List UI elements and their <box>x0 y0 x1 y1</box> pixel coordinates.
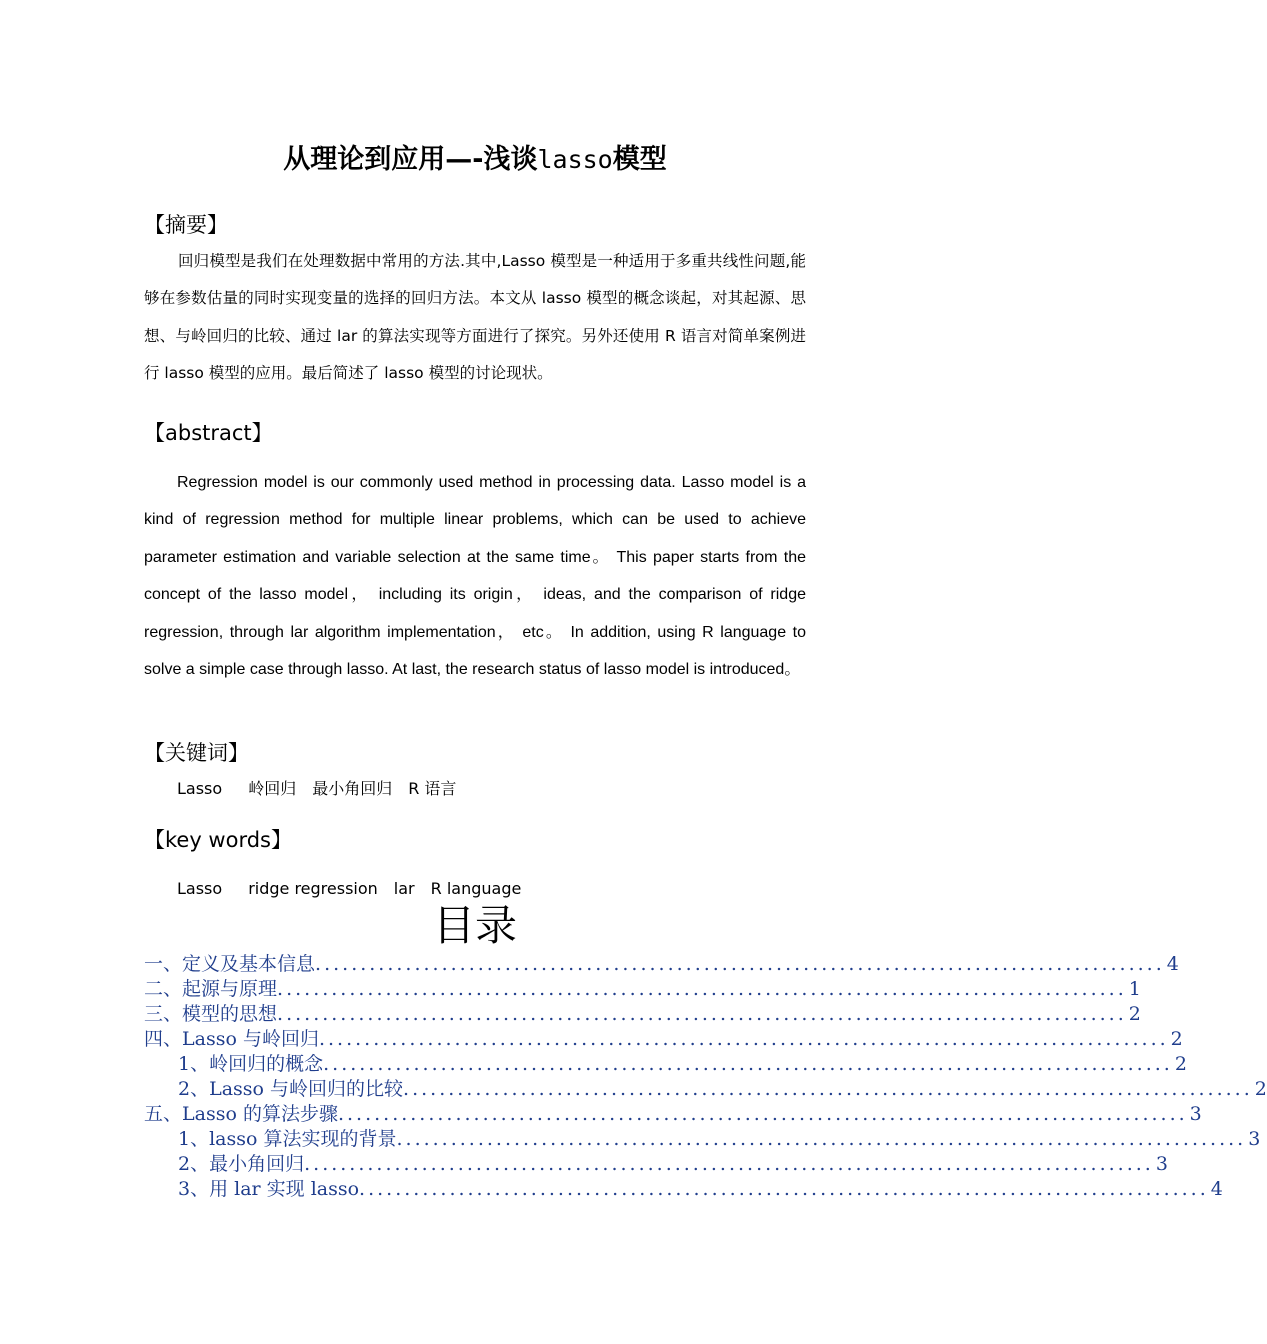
toc-subentry[interactable] <box>144 1127 1261 1152</box>
toc-dot-leader: .............................................................................................. <box>403 1078 1253 1100</box>
toc-entry-number: 1、 <box>178 1053 210 1075</box>
toc-dot-leader: .............................................................................................. <box>304 1153 1154 1175</box>
toc-entry[interactable] <box>144 952 1179 977</box>
toc-title: 目录 <box>432 901 517 950</box>
toc-dot-leader: .............................................................................................. <box>359 1178 1209 1200</box>
toc-entry-page: 4 <box>1166 953 1179 975</box>
toc-entry-label: 定义及基本信息 <box>182 953 316 975</box>
toc-entry[interactable] <box>144 1002 1141 1027</box>
toc-subentry[interactable] <box>144 1152 1168 1177</box>
abstract-cn-heading: 【摘要】 <box>144 213 228 237</box>
keyword-en-item: R language <box>430 879 522 898</box>
toc-entry-page: 2 <box>1174 1053 1187 1075</box>
toc-entry-page: 4 <box>1210 1178 1223 1200</box>
keywords-en-heading: 【key words】 <box>144 828 292 852</box>
toc-entry-label: 最小角回归 <box>209 1153 305 1175</box>
toc-subentry[interactable] <box>144 1077 1267 1102</box>
toc-dot-leader: .............................................................................................. <box>318 1028 1169 1050</box>
toc-entry-label: Lasso 与岭回归 <box>182 1028 319 1050</box>
keywords-cn-heading: 【关键词】 <box>144 741 249 765</box>
toc-dot-leader: .............................................................................................. <box>337 1103 1188 1125</box>
toc-entry[interactable] <box>144 1102 1202 1127</box>
toc-entry-page: 3 <box>1189 1103 1202 1125</box>
keyword-en-item: ridge regression <box>248 879 378 898</box>
toc-entry-page: 3 <box>1155 1153 1168 1175</box>
toc-entry-number: 1、 <box>178 1128 210 1150</box>
toc-subentry[interactable] <box>144 1052 1187 1077</box>
toc-entry[interactable] <box>144 977 1141 1002</box>
toc-dot-leader: .............................................................................................. <box>396 1128 1247 1150</box>
toc-entry-number: 2、 <box>178 1078 210 1100</box>
keyword-cn-item: 岭回归 <box>248 779 297 798</box>
toc-entry[interactable] <box>144 1027 1183 1052</box>
toc-entry-page: 2 <box>1254 1078 1267 1100</box>
toc-entry-page: 2 <box>1128 1003 1141 1025</box>
toc-entry-number: 一、 <box>144 953 183 975</box>
toc-entry-number: 2、 <box>178 1153 210 1175</box>
toc-entry-label: Lasso 的算法步骤 <box>182 1103 338 1125</box>
toc-dot-leader: .............................................................................................. <box>277 978 1127 1000</box>
keyword-en-item: lar <box>393 879 415 898</box>
title-main: 从理论到应用—-浅谈 <box>283 144 538 175</box>
title-end: 模型 <box>612 144 667 175</box>
toc-entry-label: Lasso 与岭回归的比较 <box>209 1078 404 1100</box>
toc-entry-number: 四、 <box>144 1028 183 1050</box>
toc-entry-number: 二、 <box>144 978 183 1000</box>
toc-dot-leader: .............................................................................................. <box>315 953 1165 975</box>
document-title <box>0 140 950 180</box>
toc-subentry[interactable] <box>144 1177 1223 1202</box>
abstract-en-text: Regression model is our commonly used method in processing data. Lasso model is a kind of regression method for multiple linear problems, which can be used to achieve parameter estimation and variable selection at the same time。 This paper starts from the concept of the lasso model， including its origin， ideas, and the comparison of ridge regression, through lar algorithm implementation， etc。 In addition, using R language to solve a simple case through lasso. At last, the research status of lasso model is introduced。 <box>144 474 806 679</box>
keyword-cn-item: 最小角回归 <box>312 779 393 798</box>
toc-entry-number: 五、 <box>144 1103 183 1125</box>
table-of-contents <box>144 952 1267 1202</box>
keyword-cn-item: Lasso <box>177 779 223 798</box>
abstract-cn-text: 回归模型是我们在处理数据中常用的方法.其中,Lasso 模型是一种适用于多重共线性问题,能够在参数估量的同时实现变量的选择的回归方法。本文从 lasso 模型的概念谈起，对其起源、思想、与岭回归的比较、通过 lar 的算法实现等方面进行了探究。另外还使用 R 语言对简单案例进行 lasso 模型的应用。最后简述了 lasso 模型的讨论现状。 <box>144 252 806 383</box>
title-mono: lasso <box>537 145 613 174</box>
toc-entry-label: 起源与原理 <box>182 978 278 1000</box>
toc-dot-leader: .............................................................................................. <box>323 1053 1173 1075</box>
toc-entry-number: 3、 <box>178 1178 210 1200</box>
toc-entry-page: 3 <box>1248 1128 1261 1150</box>
abstract-en-heading: 【abstract】 <box>144 421 273 445</box>
toc-entry-label: 模型的思想 <box>182 1003 278 1025</box>
toc-entry-label: 用 lar 实现 lasso <box>209 1178 360 1200</box>
keyword-en-item: Lasso <box>177 879 223 898</box>
toc-entry-number: 三、 <box>144 1003 183 1025</box>
keywords-cn-list <box>177 777 472 801</box>
keyword-cn-item: R 语言 <box>408 779 457 798</box>
toc-entry-page: 2 <box>1170 1028 1183 1050</box>
toc-entry-label: lasso 算法实现的背景 <box>209 1128 397 1150</box>
toc-entry-label: 岭回归的概念 <box>209 1053 324 1075</box>
toc-entry-page: 1 <box>1128 978 1141 1000</box>
toc-dot-leader: .............................................................................................. <box>277 1003 1127 1025</box>
